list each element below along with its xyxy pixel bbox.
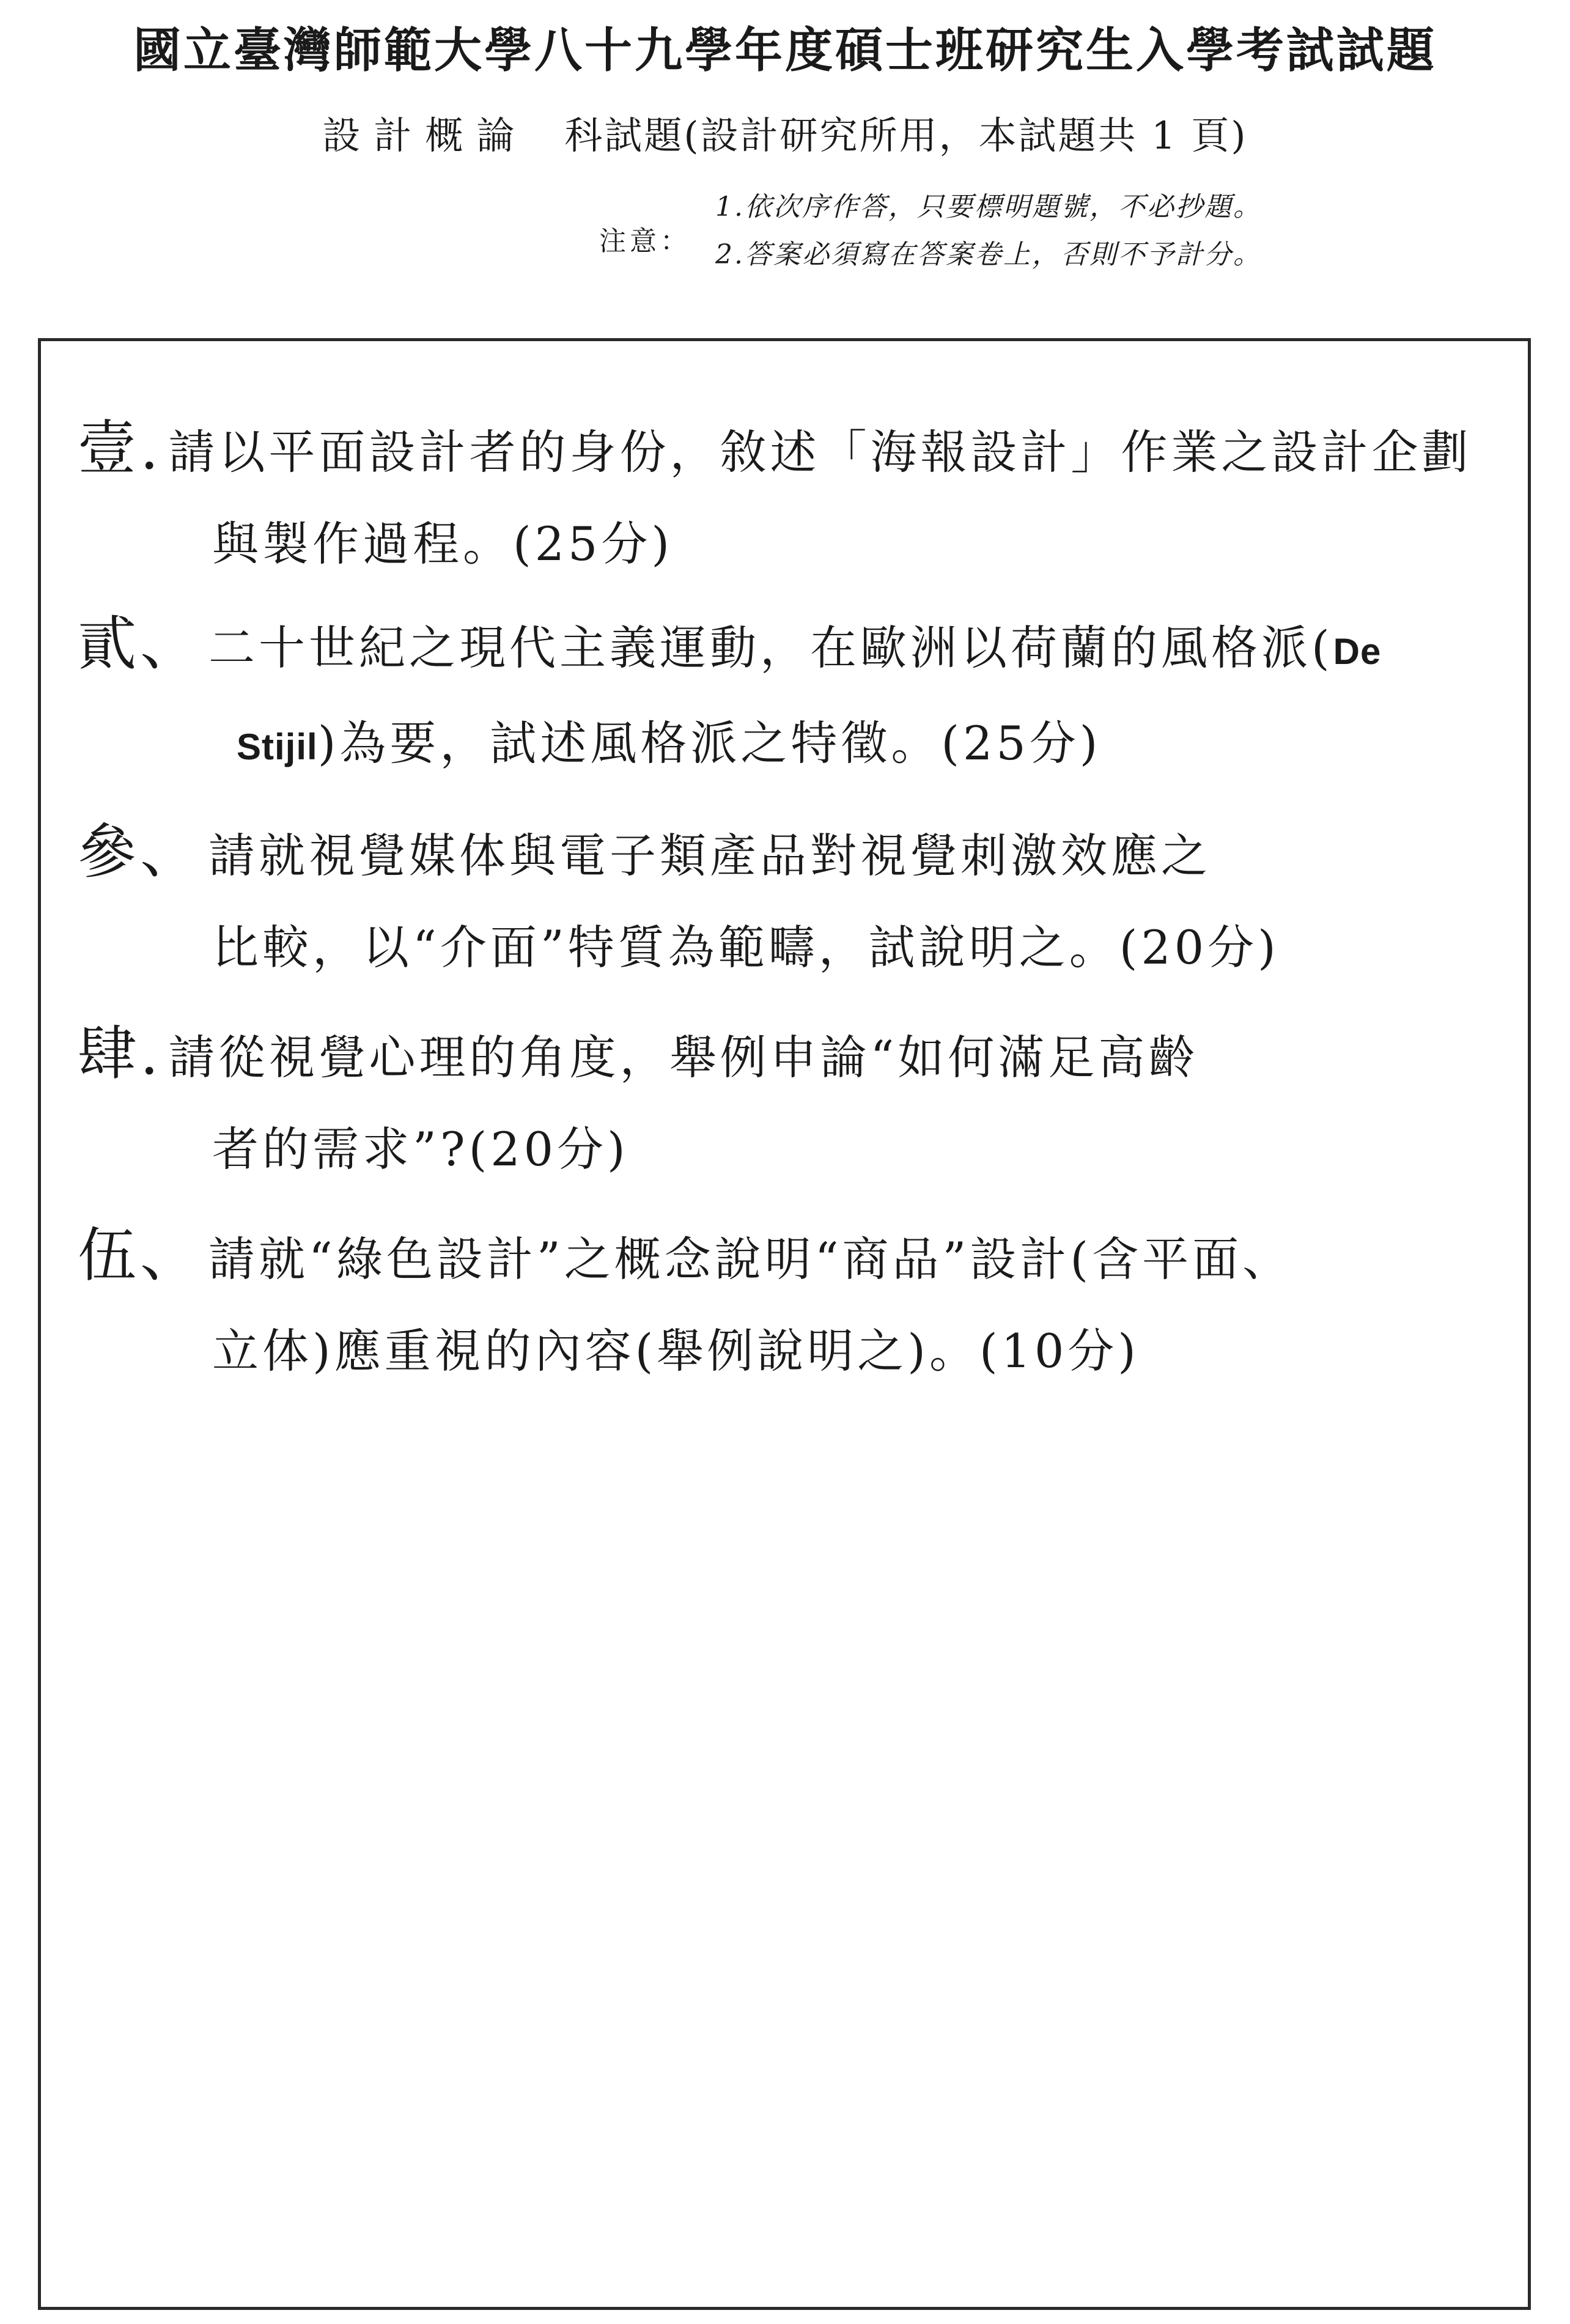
question-latin-text: De bbox=[1333, 631, 1382, 672]
exam-title: 國立臺灣師範大學八十九學年度碩士班研究生入學考試試題 bbox=[133, 23, 1437, 78]
notice-items bbox=[715, 183, 1262, 279]
exam-subtitle bbox=[0, 105, 1570, 160]
question-line bbox=[78, 498, 1484, 590]
question-line bbox=[78, 1104, 1484, 1195]
question-text: 立体)應重視的內容(舉例說明之)。(10分) bbox=[212, 1324, 1140, 1378]
exam-notice bbox=[599, 183, 1455, 281]
question-2 bbox=[78, 598, 1484, 793]
question-3 bbox=[78, 806, 1484, 994]
question-line bbox=[78, 1305, 1484, 1397]
question-number: 壹. bbox=[78, 414, 163, 482]
question-text: 者的需求”?(20分) bbox=[212, 1122, 629, 1176]
question-line bbox=[78, 402, 1484, 498]
question-latin-text: Stijil bbox=[237, 726, 318, 767]
subject-name: 設計概論 bbox=[322, 113, 528, 158]
subject-info: 科試題(設計研究所用，本試題共 1 頁) bbox=[564, 113, 1248, 158]
question-text: 與製作過程。(25分) bbox=[212, 517, 674, 571]
question-4 bbox=[78, 1008, 1484, 1195]
question-number: 肆. bbox=[78, 1019, 163, 1088]
question-text: 請以平面設計者的身份，敘述「海報設計」作業之設計企劃 bbox=[168, 425, 1472, 479]
question-text: 二十世紀之現代主義運動，在歐洲以荷蘭的風格派( bbox=[208, 621, 1333, 675]
question-text: 請就視覺媒体與電子類產品對視覺刺激效應之 bbox=[208, 828, 1211, 883]
question-line bbox=[78, 1209, 1484, 1305]
notice-label: 注意： bbox=[599, 226, 691, 257]
notice-item: 2.答案必須寫在答案卷上，否則不予計分。 bbox=[715, 239, 1262, 270]
question-1 bbox=[78, 402, 1484, 590]
question-text: 請就“綠色設計”之概念說明“商品”設計(含平面、 bbox=[208, 1232, 1293, 1286]
question-line bbox=[78, 598, 1484, 698]
question-line bbox=[78, 902, 1484, 994]
question-5 bbox=[78, 1209, 1484, 1397]
question-text: )為要，試述風格派之特徵。(25分) bbox=[317, 716, 1102, 770]
question-line bbox=[78, 1008, 1484, 1104]
question-line bbox=[78, 806, 1484, 902]
question-number: 伍、 bbox=[78, 1221, 202, 1289]
question-box bbox=[38, 338, 1531, 2310]
question-text: 請從視覺心理的角度，舉例申論“如何滿足高齡 bbox=[168, 1030, 1199, 1085]
question-number: 參、 bbox=[78, 817, 202, 886]
question-text: 比較，以“介面”特質為範疇，試說明之。(20分) bbox=[212, 920, 1280, 975]
notice-item: 1.依次序作答，只要標明題號，不必抄題。 bbox=[715, 191, 1262, 223]
question-line bbox=[78, 698, 1484, 793]
question-number: 貳、 bbox=[78, 610, 202, 678]
